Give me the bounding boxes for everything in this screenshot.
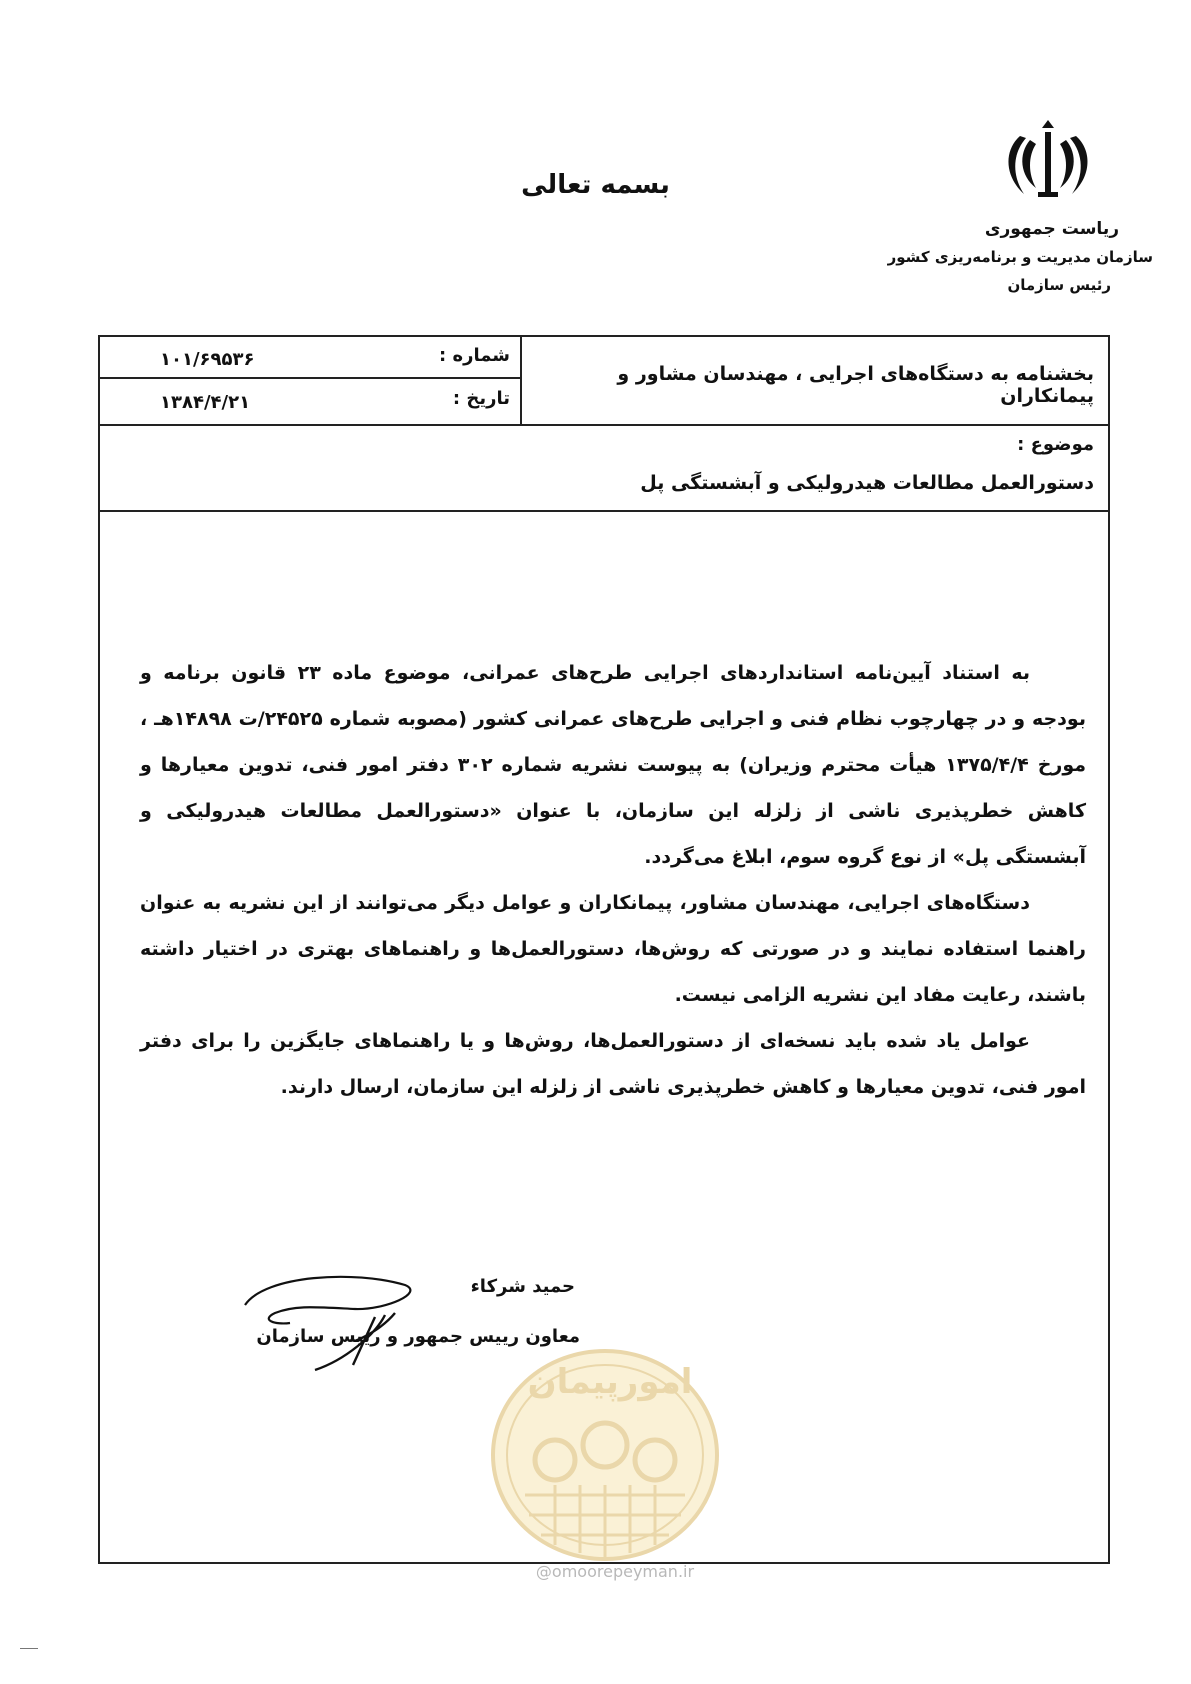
body-paragraph-2: دستگاه‌های اجرایی، مهندسان مشاور، پیمانکاران و عوامل دیگر می‌توانند از این نشریه به عنوان راهنما استفاده نمایند و در صورتی که روش‌ها، دستورالعمل‌ها و راهنماهای بهتری در اختیار داشته باشند، رعایت مفاد این نشریه الزامی نیست. — [140, 892, 1086, 1006]
org-name: سازمان مدیریت و برنامه‌ریزی کشور — [887, 248, 1153, 266]
letter-date-row — [100, 380, 520, 422]
page-corner-mark — [20, 1648, 38, 1649]
site-watermark: @omoorepeyman.ir — [535, 1562, 695, 1581]
letter-number-label: شماره : — [439, 345, 510, 366]
letter-addressee: بخشنامه به دستگاه‌های اجرایی ، مهندسان مشاور و پیمانکاران — [617, 363, 1094, 407]
signatory-title: معاون رییس جمهور و رییس سازمان — [256, 1326, 580, 1347]
subject-label: موضوع : — [1017, 434, 1094, 455]
stamp-text: امورپیمان — [527, 1362, 693, 1402]
org-head-title: رئیس سازمان — [1007, 276, 1111, 294]
iran-emblem-icon — [1000, 118, 1096, 208]
letter-top-row — [100, 337, 1108, 426]
body-paragraph-3: عوامل یاد شده باید نسخه‌ای از دستورالعمل‌ها، روش‌ها و یا راهنماهای جایگزین را برای دفتر امور فنی، تدوین معیارها و کاهش خطرپذیری ناشی از زلزله این سازمان، ارسال دارند. — [140, 1030, 1086, 1098]
subject-box — [100, 424, 1108, 512]
letter-date-value: ۱۳۸۴/۴/۲۱ — [160, 392, 251, 413]
subject-title: دستورالعمل مطالعات هیدرولیکی و آبشستگی پل — [640, 472, 1094, 494]
letter-number-value: ۱۰۱/۶۹۵۳۶ — [160, 349, 255, 370]
letter-body — [140, 650, 1086, 1110]
org-presidency: ریاست جمهوری — [984, 219, 1119, 239]
body-paragraph-1: به استناد آیین‌نامه استانداردهای اجرایی طرح‌های عمرانی، موضوع ماده ۲۳ قانون برنامه و بودجه و در چهارچوب نظام فنی و اجرایی طرح‌های عمرانی کشور (مصوبه شماره ۲۴۵۲۵/ت ۱۴۸۹۸هـ ، مورخ ۱۳۷۵/۴/۴ هیأت محترم وزیران) به پیوست نشریه شماره ۳۰۲ دفتر امور فنی، تدوین معیارها و کاهش خطرپذیری ناشی از زلزله این سازمان، با عنوان «دستورالعمل مطالعات هیدرولیکی و آبشستگی پل» از نوع گروه سوم، ابلاغ می‌گردد. — [140, 662, 1087, 868]
basmala-heading: بسمه تعالی — [521, 170, 670, 200]
official-seal-icon — [485, 1345, 725, 1565]
letter-number-row — [100, 337, 520, 379]
signatory-name: حمید شرکاء — [470, 1276, 575, 1297]
letter-date-label: تاریخ : — [452, 388, 510, 409]
letter-meta-box — [100, 337, 522, 424]
